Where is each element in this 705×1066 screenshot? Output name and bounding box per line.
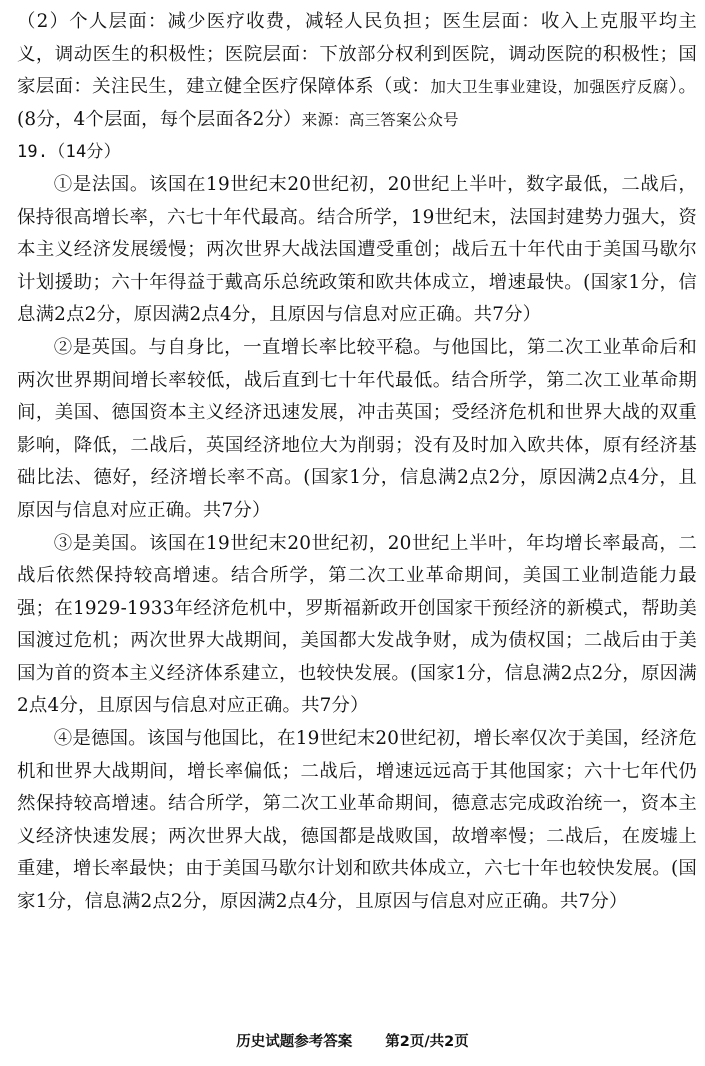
intro-tail: ）。(8分，4个层面，每个层面各2分） [17, 76, 697, 130]
intro-small-text: 加大卫生事业建设，加强医疗反腐 [430, 78, 669, 97]
footer-page-number: 第2页/共2页 [385, 1034, 469, 1050]
answer-france: ①是法国。该国在19世纪末20世纪初，20世纪上半叶，数字最低，二战后，保持很高增长率，六七十年代最高。结合所学，19世纪末，法国封建势力强大，资本主义经济发展缓慢；两次世界大战法国遭受重创；战后五十年代由于美国马歇尔计划援助；六十年得益于戴高乐总统政策和欧共体成立，增速最快。(国家1分，信息满2点2分，原因满2点4分，且原因与信息对应正确。共7分） [17, 173, 697, 326]
answer-usa: ③是美国。该国在19世纪末20世纪初，20世纪上半叶，年均增长率最高，二战后依然保持较高增速。结合所学，第二次工业革命期间，美国工业制造能力最强；在1929-1933年经济危机中，罗斯福新政开创国家干预经济的新模式，帮助美国渡过危机；两次世界大战期间，美国都大发战争财，成为债权国；二战后由于美国为首的资本主义经济体系建立，也较快发展。(国家1分，信息满2点2分，原因满2点4分，且原因与信息对应正确。共7分） [17, 532, 697, 717]
intro-paragraph [17, 6, 697, 136]
answer-germany: ④是德国。该国与他国比，在19世纪末20世纪初，增长率仅次于美国，经济危机和世界大战期间，增长率偏低；二战后，增速远远高于其他国家；六十七年代仍然保持较高增速。结合所学，第二次工业革命期间，德意志完成政治统一，资本主义经济快速发展；两次世界大战，德国都是战败国，故增率慢；二战后，在废墟上重建，增长率最快；由于美国马歇尔计划和欧共体成立，六七十年也较快发展。(国家1分，信息满2点2分，原因满2点4分，且原因与信息对应正确。共7分） [17, 728, 697, 913]
page-footer [0, 1030, 705, 1051]
intro-text: （2）个人层面：减少医疗收费，减轻人民负担；医生层面：收入上克服平均主义，调动医生的积极性；医院层面：下放部分权利到医院，调动医院的积极性；国家层面：关注民生，建立健全医疗保障体系（或： [17, 11, 697, 98]
intro-source: 来源：高三答案公众号 [301, 110, 459, 129]
question-number: 19.（14分） [17, 142, 121, 163]
answer-body [17, 6, 697, 919]
footer-title: 历史试题参考答案 [236, 1034, 353, 1050]
answer-britain: ②是英国。与自身比，一直增长率比较平稳。与他国比，第二次工业革命后和两次世界期间增长率较低，战后直到七十年代最低。结合所学，第二次工业革命期间，美国、德国资本主义经济迅速发展，冲击英国；受经济危机和世界大战的双重影响，降低，二战后，英国经济地位大为削弱；没有及时加入欧共体，原有经济基础比法、德好，经济增长率不高。(国家1分，信息满2点2分，原因满2点4分，且原因与信息对应正确。共7分） [17, 336, 697, 521]
